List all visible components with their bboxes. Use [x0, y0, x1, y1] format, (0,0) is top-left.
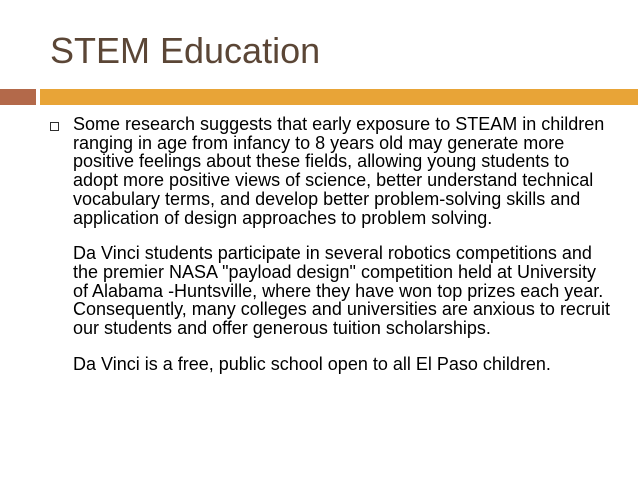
bullet-paragraph-1: Some research suggests that early exposure to STEAM in children ranging in age from infancy to 8 years old may generate more positive feelings about these fields, allowing young students to adopt more positive views of science, better understand technical vocabulary terms, and develop better problem-solving skills and application of design approaches to problem solving.: [73, 114, 605, 228]
accent-bar-left: [0, 89, 36, 105]
slide-title: STEM Education: [50, 30, 321, 71]
bullet-paragraph-3: Da Vinci is a free, public school open to all El Paso children.: [73, 353, 551, 374]
slide-body: [50, 115, 610, 373]
square-bullet-icon: [50, 122, 59, 131]
accent-bar-right: [40, 89, 638, 105]
bullet-item: [50, 115, 610, 373]
bullet-paragraph-2: Da Vinci students participate in several robotics competitions and the premier NASA "payload design" competition held at University of Alabama -Huntsville, where they have won top prizes each year. Consequently, many colleges and universities are anxious to recruit our students and offer generous tuition scholarships.: [73, 243, 610, 339]
